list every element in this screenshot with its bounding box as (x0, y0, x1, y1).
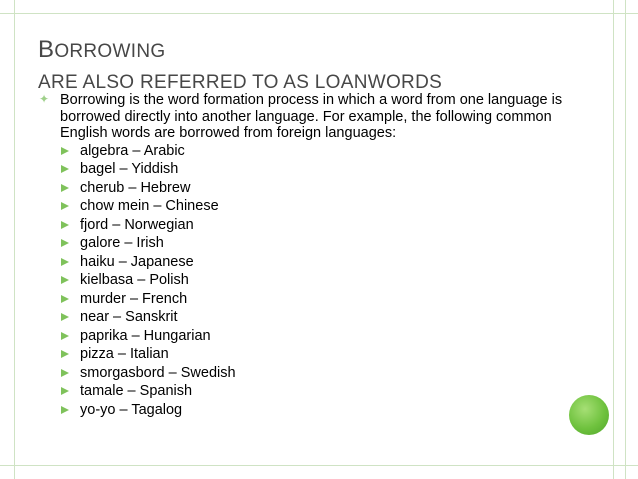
list-item (60, 142, 598, 161)
triangle-bullet-icon (61, 239, 69, 247)
triangle-bullet-icon (61, 221, 69, 229)
triangle-bullet-icon (61, 369, 69, 377)
slide-subtitle: ARE ALSO REFERRED TO AS LOANWORDS (38, 72, 443, 93)
list-item-text: cherub – Hebrew (80, 179, 191, 196)
triangle-bullet-icon (61, 350, 69, 358)
triangle-bullet-icon (61, 276, 69, 284)
list-item-text: bagel – Yiddish (80, 161, 179, 177)
triangle-bullet-icon (61, 184, 69, 192)
list-item-text: kielbasa – Polish (80, 272, 189, 288)
frame-line-right-inner (613, 0, 614, 479)
slide-body (38, 92, 598, 419)
list-item (60, 253, 598, 272)
list-item-text: galore – Irish (80, 235, 164, 251)
ornament-bullet-icon: ✦ (39, 92, 50, 106)
title-first-letter: B (38, 36, 55, 63)
list-item-text: smorgasbord – Swedish (80, 364, 236, 381)
triangle-bullet-icon (61, 332, 69, 340)
frame-line-right-outer (625, 0, 626, 479)
frame-line-bottom (0, 465, 638, 466)
list-item-text: fjord – Norwegian (80, 216, 194, 233)
triangle-bullet-icon (61, 258, 69, 266)
list-item (60, 364, 598, 383)
list-item (60, 382, 598, 401)
list-item-text: yo-yo – Tagalog (80, 401, 183, 418)
triangle-bullet-icon (61, 202, 69, 210)
list-item-text: near – Sanskrit (80, 309, 178, 325)
list-item (60, 401, 598, 420)
list-item (60, 179, 598, 198)
main-paragraph (38, 92, 598, 142)
list-item-text: tamale – Spanish (80, 383, 193, 399)
list-item (60, 160, 598, 179)
borrowed-words-list (60, 142, 598, 420)
triangle-bullet-icon (61, 295, 69, 303)
list-item (60, 345, 598, 364)
green-circle-icon (569, 395, 609, 435)
triangle-bullet-icon (61, 406, 69, 414)
list-item-text: chow mein – Chinese (80, 198, 219, 214)
list-item (60, 327, 598, 346)
list-item (60, 197, 598, 216)
list-item-text: paprika – Hungarian (80, 327, 211, 344)
list-item (60, 234, 598, 253)
list-item-text: algebra – Arabic (80, 142, 185, 159)
list-item-text: haiku – Japanese (80, 253, 194, 270)
title-line (38, 34, 442, 68)
list-item (60, 290, 598, 309)
list-item (60, 216, 598, 235)
title-rest: ORROWING (54, 41, 166, 62)
list-item (60, 271, 598, 290)
triangle-bullet-icon (61, 165, 69, 173)
list-item-text: murder – French (80, 290, 188, 307)
paragraph-text: Borrowing is the word formation process in which a word from one language is borrowed directly into another language. For example, the following common English words are borrowed from foreign languages: (60, 92, 563, 141)
triangle-bullet-icon (61, 313, 69, 321)
list-item (60, 308, 598, 327)
frame-line-left (14, 0, 15, 479)
triangle-bullet-icon (61, 387, 69, 395)
slide-title (38, 34, 442, 96)
frame-line-top (0, 13, 638, 14)
list-item-text: pizza – Italian (80, 346, 169, 362)
triangle-bullet-icon (61, 147, 69, 155)
